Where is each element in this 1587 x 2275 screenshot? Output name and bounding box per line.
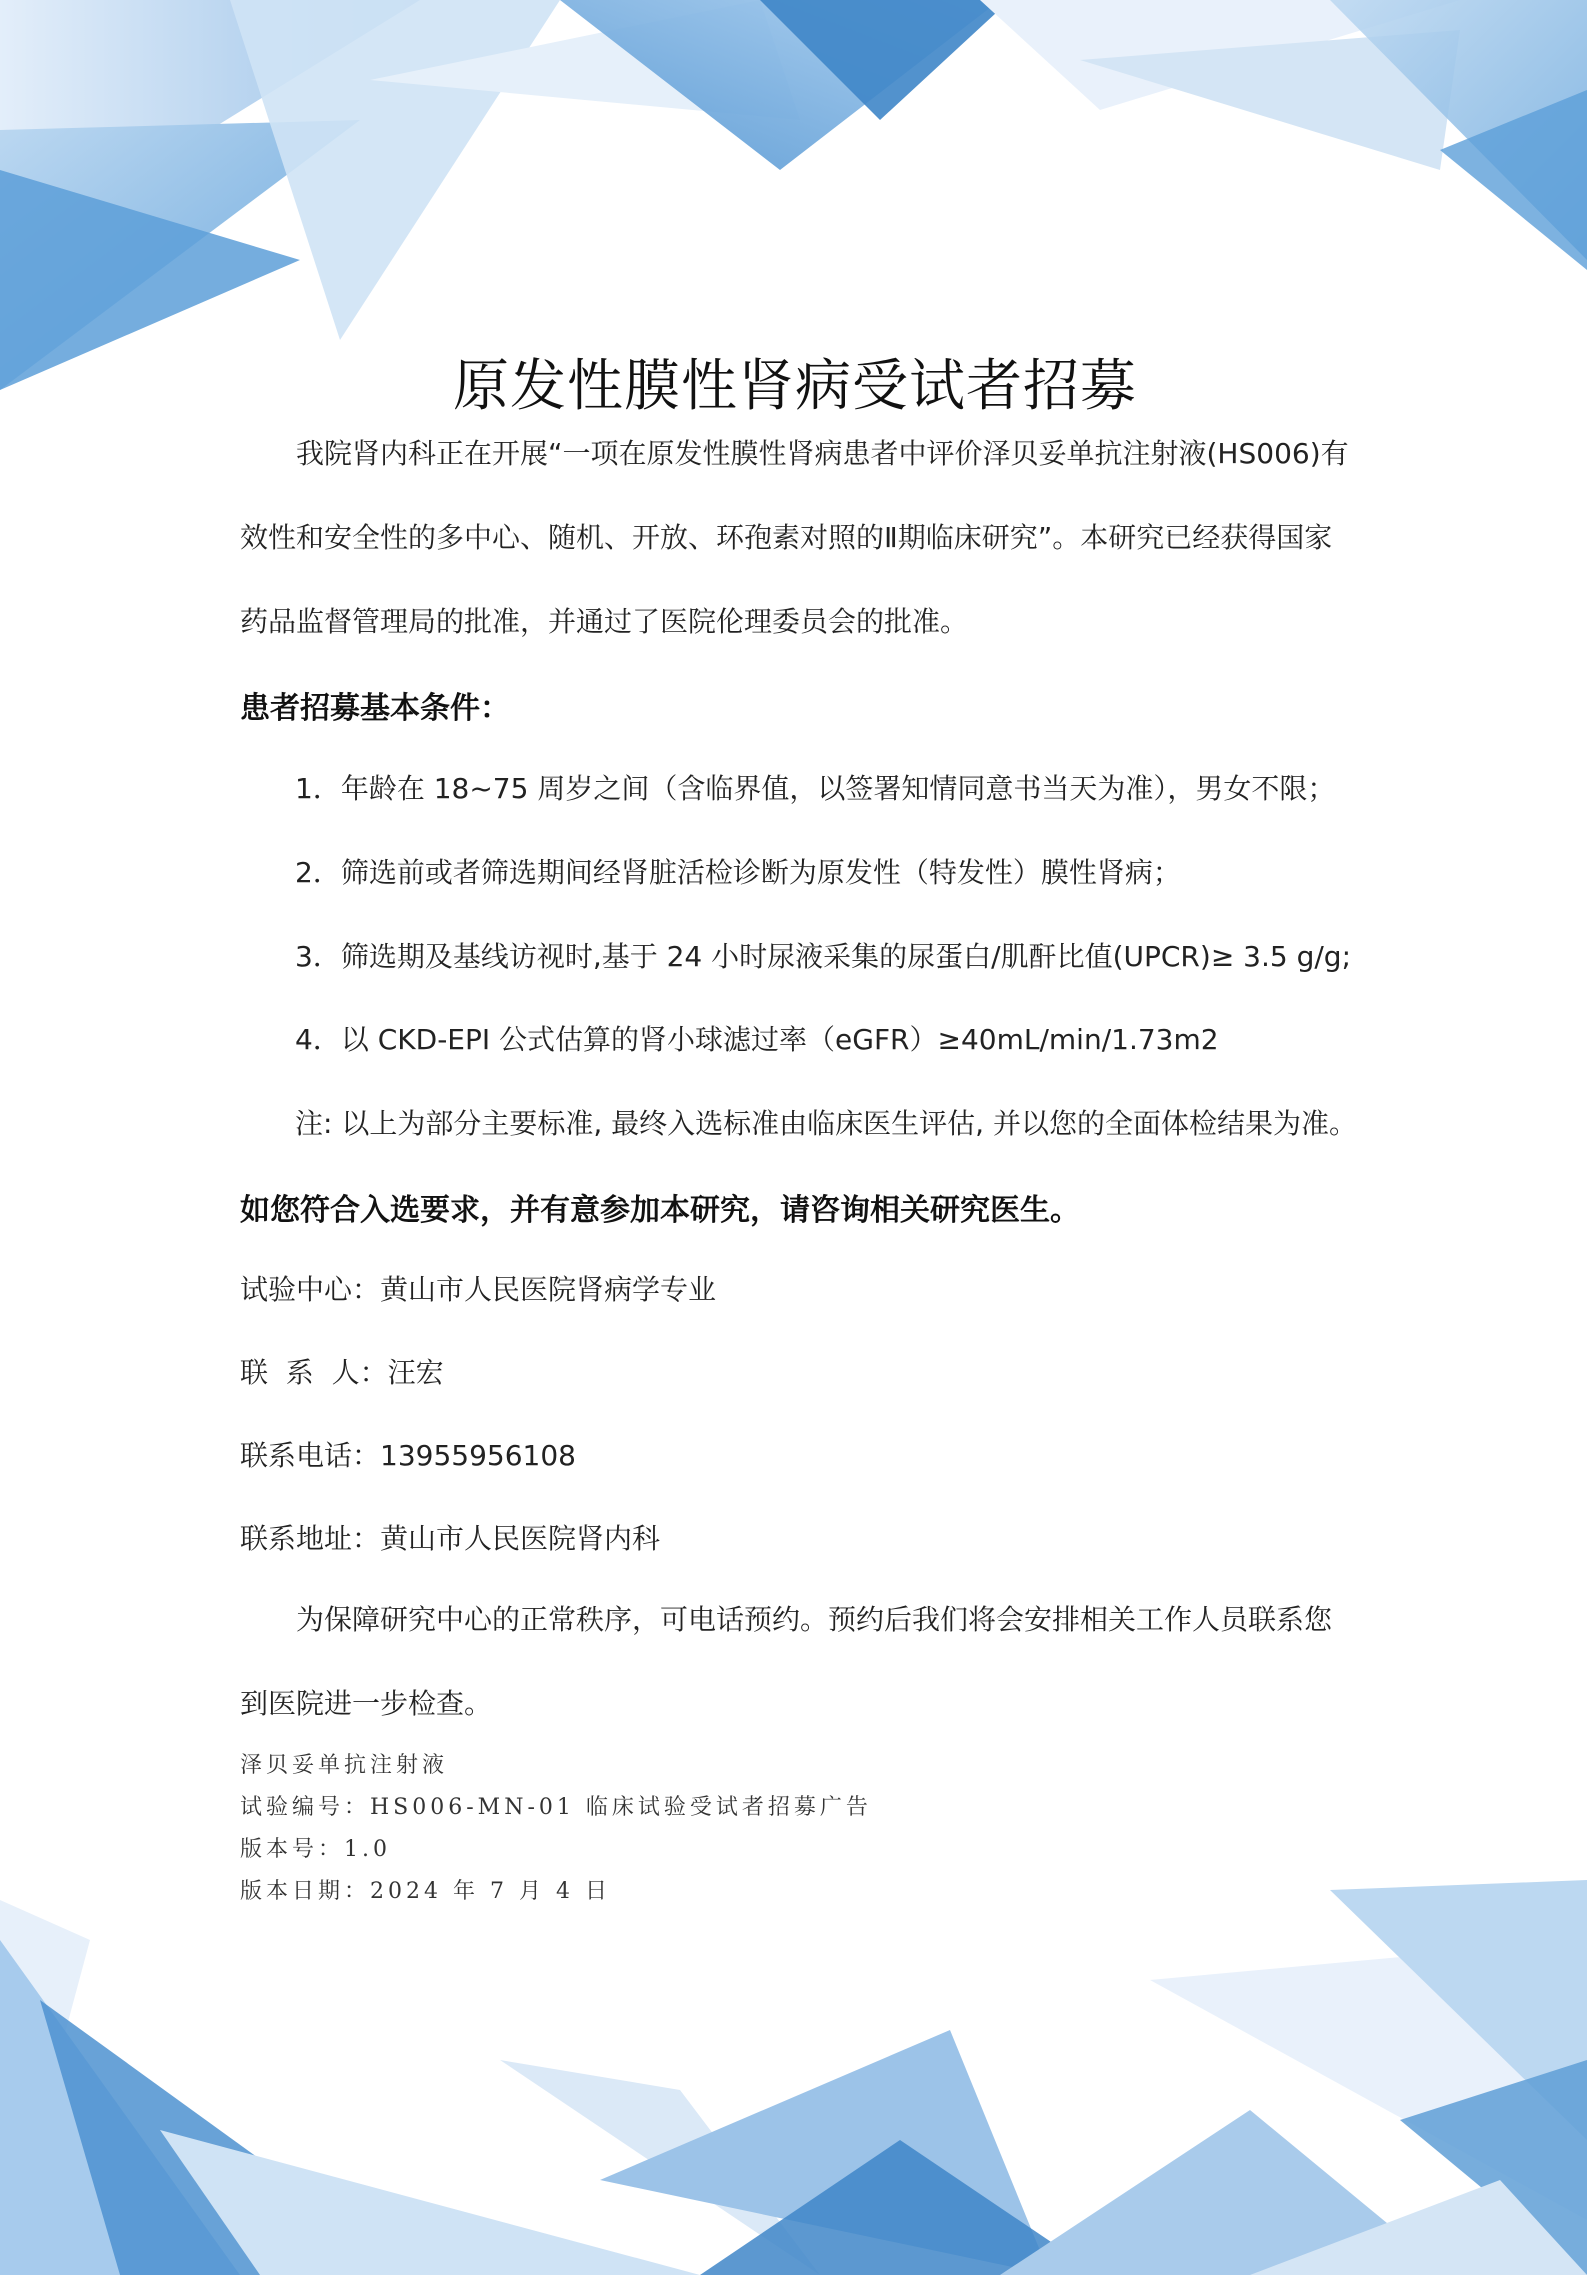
criteria-item-2: 2．筛选前或者筛选期间经肾脏活检诊断为原发性（特发性）膜性肾病； <box>295 856 1181 889</box>
contact-center: 试验中心：黄山市人民医院肾病学专业 <box>240 1273 717 1306</box>
bottom-geometric-decoration <box>0 1880 1587 2275</box>
contact-address: 联系地址：黄山市人民医院肾内科 <box>240 1522 661 1555</box>
footer-version: 版本号：1.0 <box>240 1837 391 1862</box>
criteria-item-1: 1．年龄在 18~75 周岁之间（含临界值，以签署知情同意书当天为准），男女不限； <box>295 772 1336 805</box>
criteria-item-3: 3．筛选期及基线访视时,基于 24 小时尿液采集的尿蛋白/肌酐比值(UPCR)≥ 3.5 g/g; <box>295 940 1352 973</box>
contact-phone: 联系电话：13955956108 <box>240 1439 576 1472</box>
closing-paragraph: 为保障研究中心的正常秩序，可电话预约。预约后我们将会安排相关工作人员联系您到医院进一步检查。 <box>240 1603 1333 1720</box>
criteria-note: 注: 以上为部分主要标准, 最终入选标准由临床医生评估, 并以您的全面体检结果为准。 <box>295 1107 1357 1140</box>
criteria-item-4: 4．以 CKD-EPI 公式估算的肾小球滤过率（eGFR）≥40mL/min/1.73m2 <box>295 1023 1219 1056</box>
footer-version-date: 版本日期：2024 年 7 月 4 日 <box>240 1879 611 1904</box>
footer-protocol: 试验编号：HS006-MN-01 临床试验受试者招募广告 <box>240 1795 872 1820</box>
criteria-heading: 患者招募基本条件： <box>240 691 510 726</box>
call-to-action: 如您符合入选要求，并有意参加本研究，请咨询相关研究医生。 <box>240 1193 1080 1228</box>
contact-person: 联 系 人：汪宏 <box>240 1356 444 1389</box>
top-geometric-decoration <box>0 0 1587 400</box>
page-title: 原发性膜性肾病受试者招募 <box>453 354 1137 419</box>
footer-drug-name: 泽贝妥单抗注射液 <box>240 1753 449 1778</box>
intro-paragraph: 我院肾内科正在开展“一项在原发性膜性肾病患者中评价泽贝妥单抗注射液(HS006)有效性和安全性的多中心、随机、开放、环孢素对照的Ⅱ期临床研究”。本研究已经获得国家药品监督管理局的批准，并通过了医院伦理委员会的批准。 <box>240 437 1349 638</box>
